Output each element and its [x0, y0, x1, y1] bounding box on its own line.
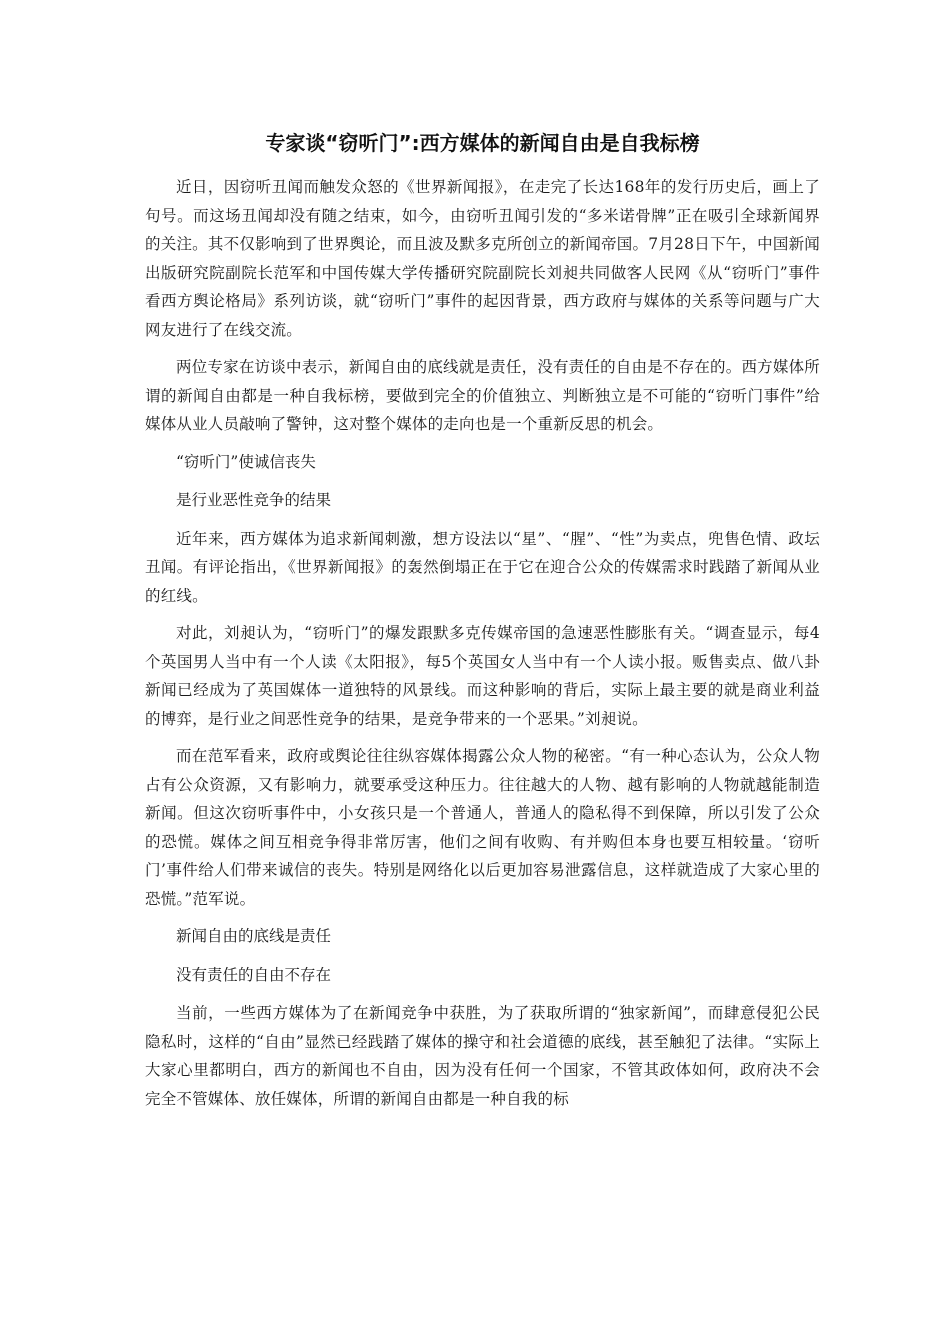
paragraph-western-media: 近年来，西方媒体为追求新闻刺激，想方设法以“星”、“腥”、“性”为卖点，兜售色情、政坛丑闻。有评论指出，《世界新闻报》的轰然倒塌正在于它在迎合公众的传媒需求时践踏了新闻从业的红线。: [145, 529, 820, 605]
paragraph-press-freedom: 当前，一些西方媒体为了在新闻竞争中获胜，为了获取所谓的“独家新闻”，而肆意侵犯公民隐私时，这样的“自由”显然已经践踏了媒体的操守和社会道德的底线，甚至触犯了法律。“实际上大家心里都明白，西方的新闻也不自由，因为没有任何一个国家，不管其政体如何，政府决不会完全不管媒体、放任媒体，所谓的新闻自由都是一种自我的标: [145, 1004, 820, 1108]
document-page: [145, 127, 820, 1122]
section-heading-2a: 新闻自由的底线是责任: [176, 927, 332, 945]
section-heading-1a: “窃听门”使诚信丧失: [176, 452, 316, 471]
paragraph-fan-jun: 而在范军看来，政府或舆论往往纵容媒体揭露公众人物的秘密。“有一种心态认为，公众人物占有公众资源，又有影响力，就要承受这种压力。往往越大的人物、越有影响的人物就越能制造新闻。但这次窃听事件中，小女孩只是一个普通人，普通人的隐私得不到保障，所以引发了公众的恐慌。媒体之间互相竞争得非常厉害，他们之间有收购、有并购但本身也要互相较量。‘窃听门’事件给人们带来诚信的丧失。特别是网络化以后更加容易泄露信息，这样就造成了大家心里的恐慌。”范军说。: [145, 747, 820, 908]
paragraph-intro: 近日，因窃听丑闻而触发众怒的《世界新闻报》，在走完了长达168年的发行历史后，画上了句号。而这场丑闻却没有随之结束，如今，由窃听丑闻引发的“多米诺骨牌”正在吸引全球新闻界的关注。其不仅影响到了世界舆论，而且波及默多克所创立的新闻帝国。7月28日下午，中国新闻出版研究院副院长范军和中国传媒大学传播研究院副院长刘昶共同做客人民网《从“窃听门”事件看西方舆论格局》系列访谈，就“窃听门”事件的起因背景，西方政府与媒体的关系等问题与广大网友进行了在线交流。: [145, 178, 820, 339]
article-body: [145, 173, 820, 1113]
section-heading-2b: 没有责任的自由不存在: [176, 965, 332, 984]
page-title: 专家谈“窃听门”:西方媒体的新闻自由是自我标榜: [265, 131, 700, 155]
section-heading-1b: 是行业恶性竞争的结果: [176, 491, 332, 509]
paragraph-liu-chang: 对此，刘昶认为，“窃听门”的爆发跟默多克传媒帝国的急速恶性膨胀有关。“调查显示，每4个英国男人当中有一个人读《太阳报》，每5个英国女人当中有一个人读小报。贩售卖点、做八卦新闻已经成为了英国媒体一道独特的风景线。而这种影响的背后，实际上最主要的就是商业利益的博弈，是行业之间恶性竞争的结果，是竞争带来的一个恶果。”刘昶说。: [145, 624, 820, 728]
paragraph-experts-view: 两位专家在访谈中表示，新闻自由的底线就是责任，没有责任的自由是不存在的。西方媒体所谓的新闻自由都是一种自我标榜，要做到完全的价值独立、判断独立是不可能的“窃听门事件”给媒体从业人员敲响了警钟，这对整个媒体的走向也是一个重新反思的机会。: [145, 358, 820, 433]
